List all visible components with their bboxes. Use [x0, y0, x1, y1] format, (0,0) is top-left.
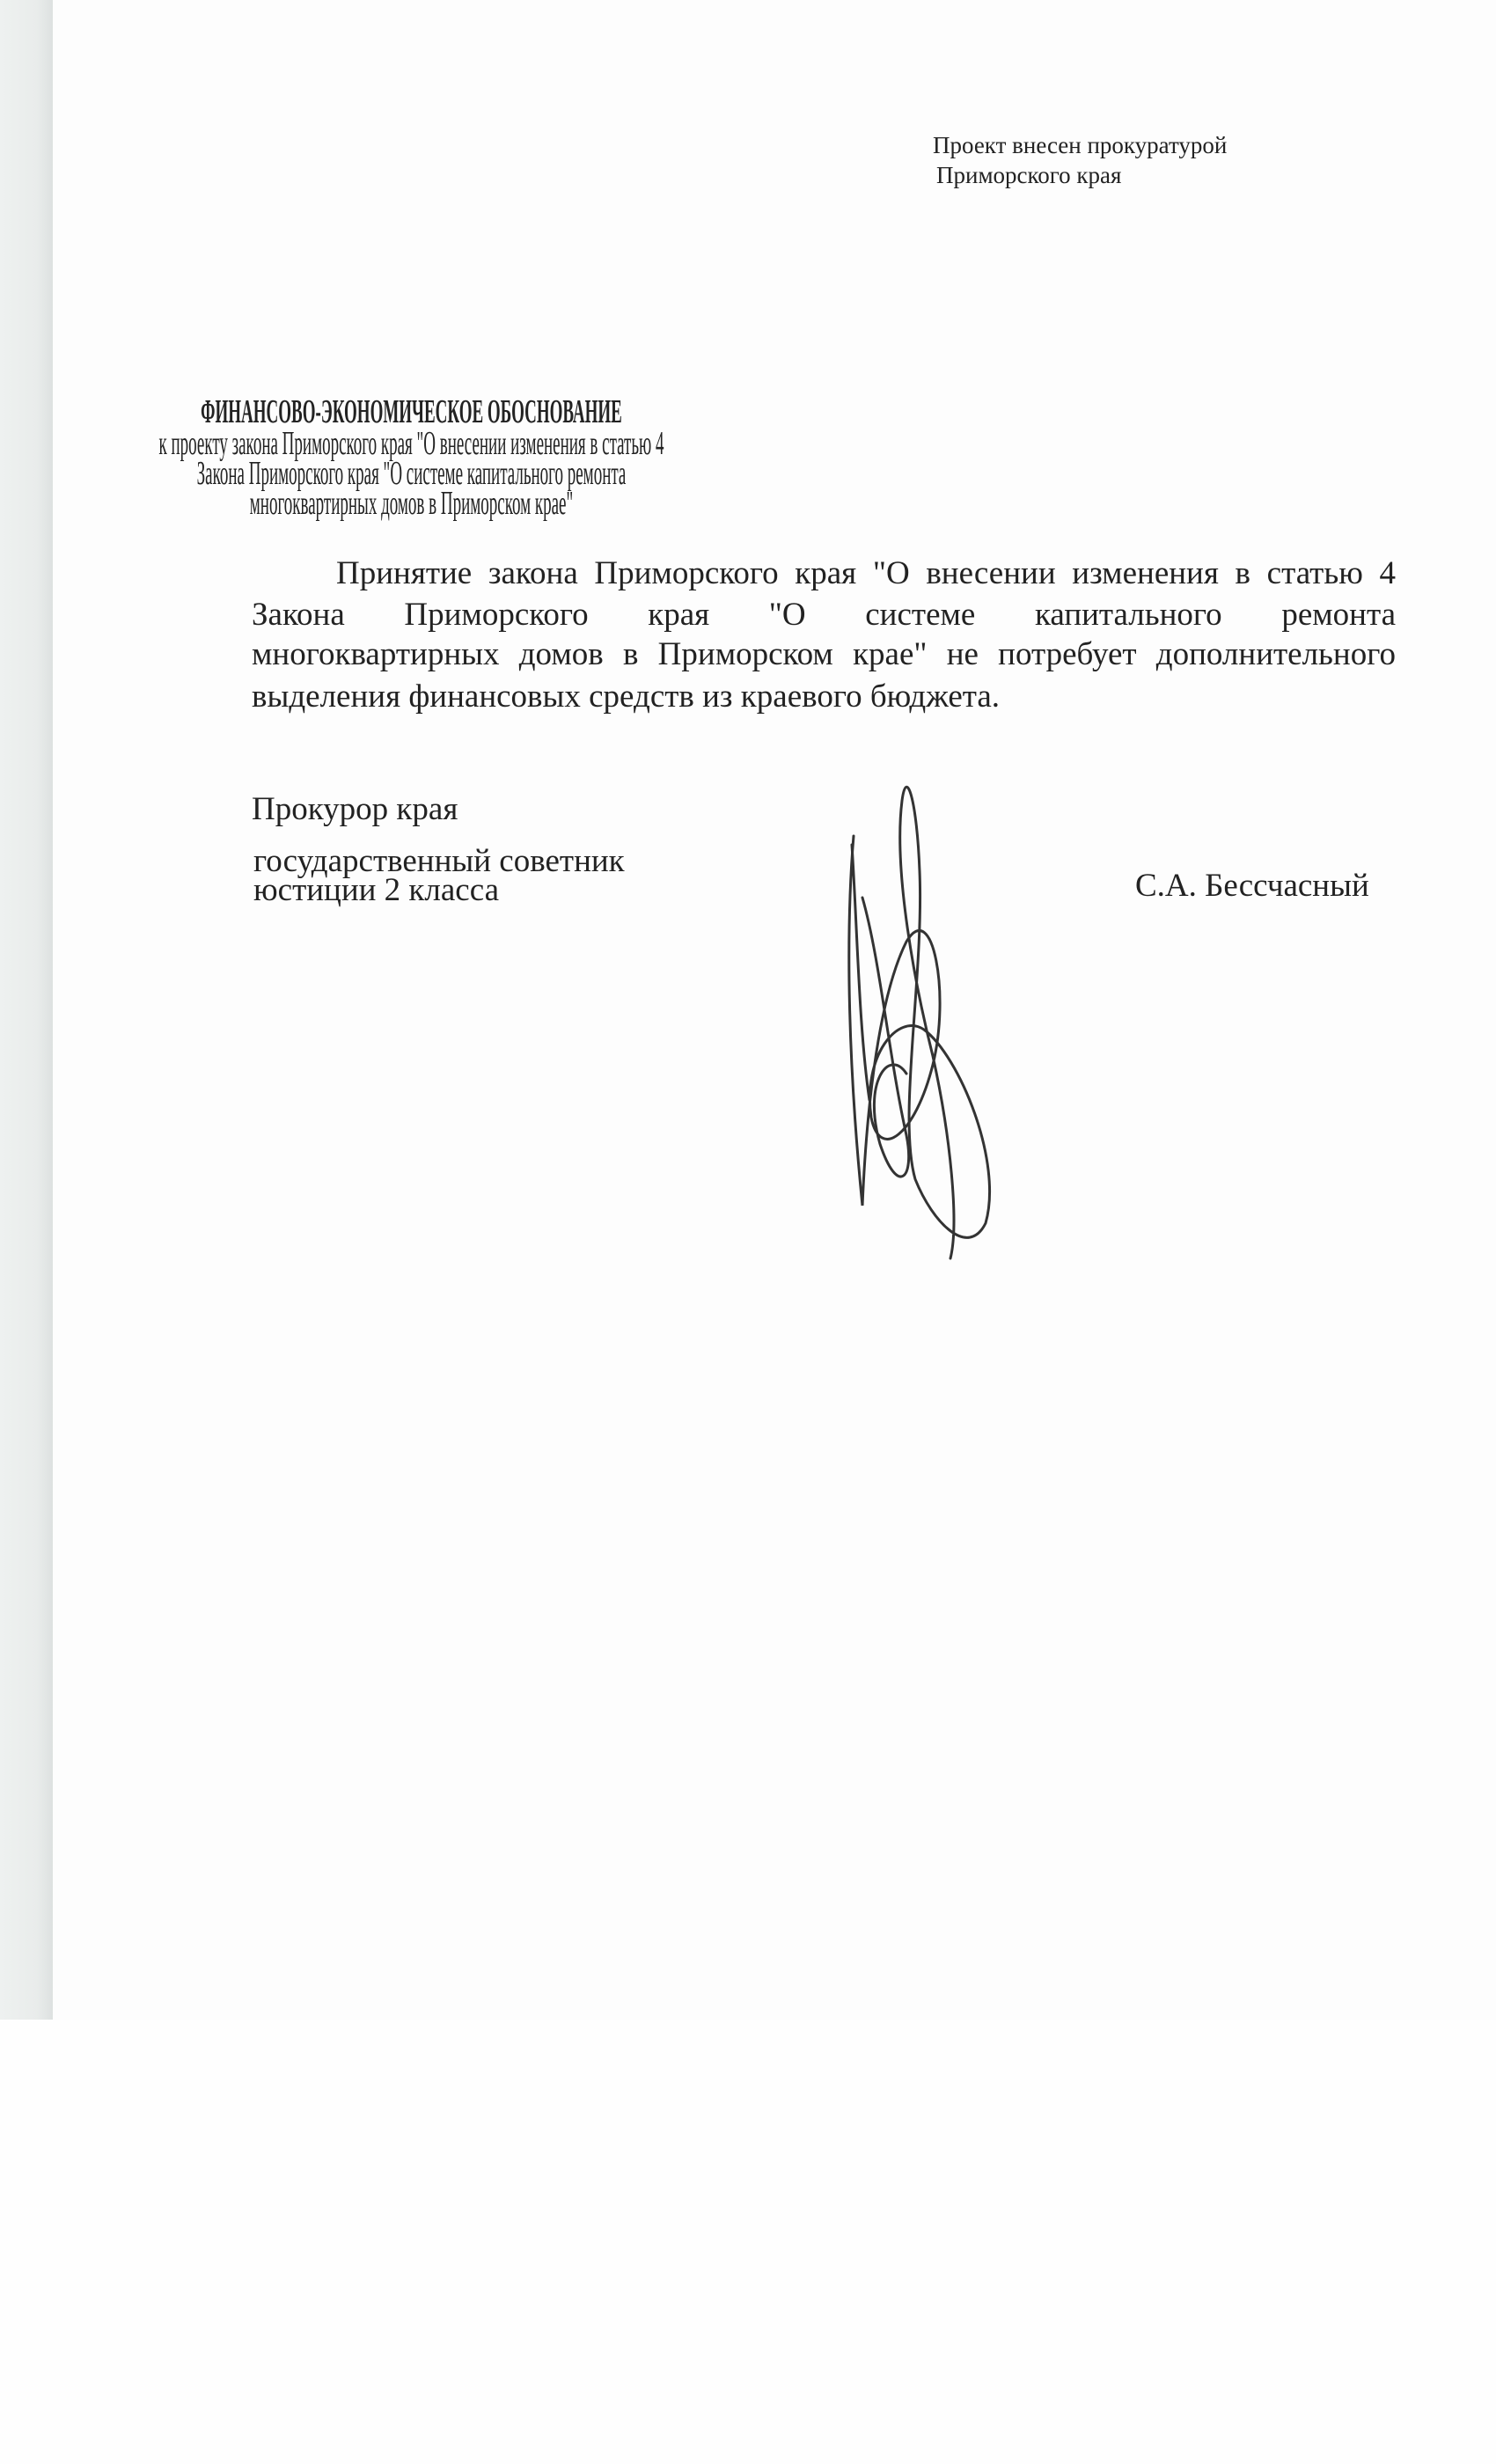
header-line-2: Приморского края [936, 162, 1122, 188]
header-line-1: Проект внесен прокуратурой [933, 132, 1228, 158]
body-line-4: выделения финансовых средств из краевого бюджета. [252, 678, 1001, 715]
body-line-1: Принятие закона Приморского края "О внесении изменения в статью 4 [336, 555, 1396, 591]
body-line-3: многоквартирных домов в Приморском крае" не потребует дополнительного [252, 636, 1396, 672]
subtitle-line-1: к проекту закона Приморского края "О внесении изменения в статью 4 [158, 425, 664, 462]
document-title: ФИНАНСОВО-ЭКОНОМИЧЕСКОЕ ОБОСНОВАНИЕ [201, 393, 622, 430]
subtitle-line-3: многоквартирных домов в Приморском крае" [249, 485, 574, 522]
handwritten-signature [827, 766, 1012, 1267]
signer-name: С.А. Бессчасный [1135, 868, 1369, 904]
scan-edge [0, 0, 53, 2020]
body-line-2: Закона Приморского края "О системе капитального ремонта [252, 597, 1396, 633]
subtitle-line-2: Закона Приморского края "О системе капитального ремонта [196, 455, 627, 492]
signer-rank-2: юстиции 2 класса [253, 872, 500, 908]
signer-position: Прокурор края [252, 791, 458, 827]
signer-rank-1: государственный советник [253, 843, 625, 879]
